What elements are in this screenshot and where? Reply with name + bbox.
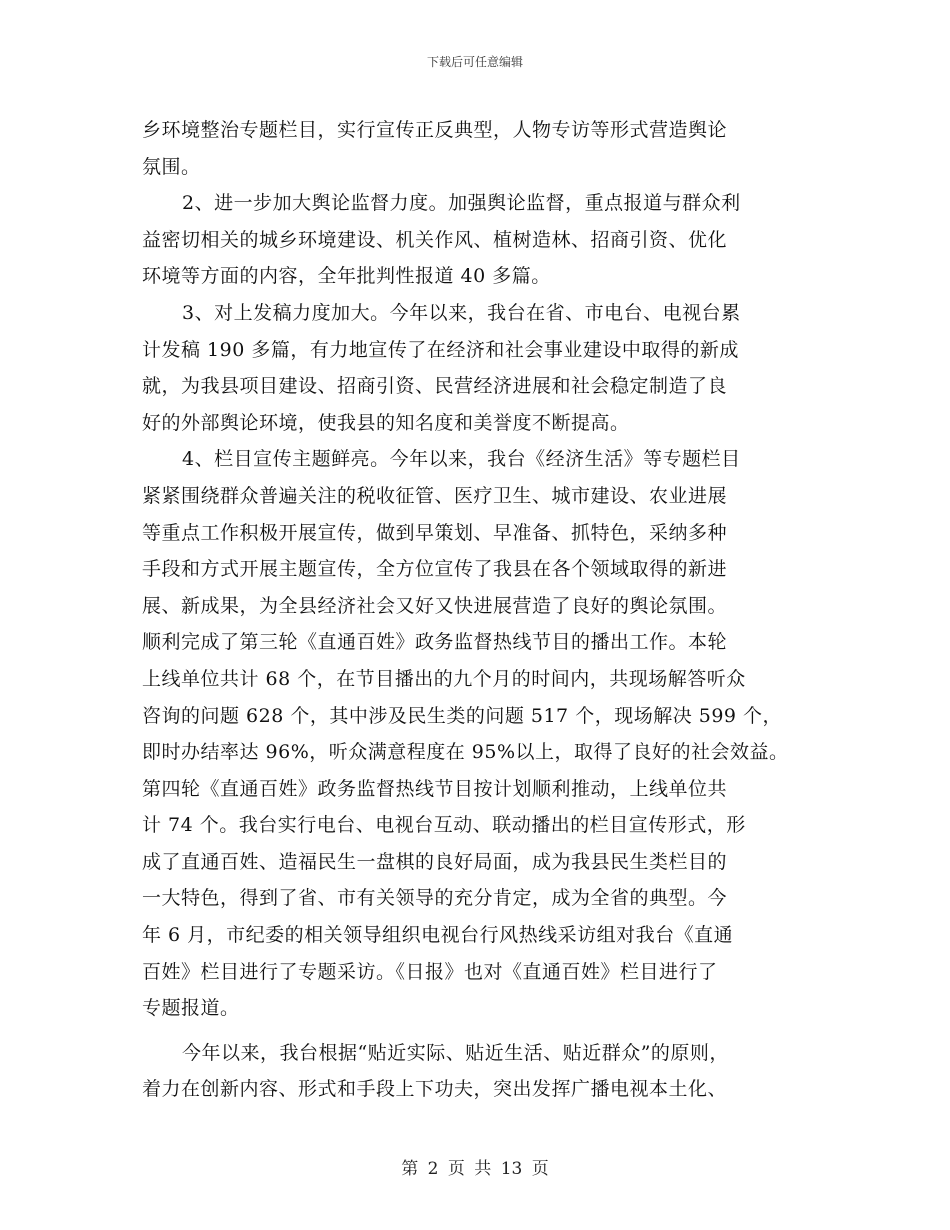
text-line: 紧紧围绕群众普遍关注的税收征管、医疗卫生、城市建设、农业进展 (142, 484, 728, 507)
text-line: 等重点工作积极开展宣传，做到早策划、早准备、抓特色，采纳多种 (142, 521, 728, 544)
text-line: 4、栏目宣传主题鲜亮。今年以来，我台《经济生活》等专题栏目 (182, 448, 741, 471)
text-line: 环境等方面的内容，全年批判性报道 40 多篇。 (142, 265, 551, 288)
text-line: 就，为我县项目建设、招商引资、民营经济进展和社会稳定制造了良 (142, 375, 728, 398)
text-line: 上线单位共计 68 个，在节目播出的九个月的时间内，共现场解答听众 (142, 667, 746, 690)
text-line: 百姓》栏目进行了专题采访。《日报》也对《直通百姓》栏目进行了 (142, 960, 718, 983)
page-header-note: 下载后可任意编辑 (426, 55, 523, 69)
text-line: 着力在创新内容、形式和手段上下功夫，突出发挥广播电视本土化、 (142, 1078, 728, 1101)
page-number-footer: 第 2 页 共 13 页 (401, 1159, 549, 1179)
text-line: 顺利完成了第三轮《直通百姓》政务监督热线节目的播出工作。本轮 (142, 631, 728, 654)
text-line: 好的外部舆论环境，使我县的知名度和美誉度不断提高。 (142, 411, 630, 434)
text-line: 专题报道。 (142, 997, 240, 1020)
text-line: 手段和方式开展主题宣传，全方位宣传了我县在各个领域取得的新进 (142, 558, 728, 581)
text-line: 年 6 月，市纪委的相关领导组织电视台行风热线采访组对我台《直通 (142, 924, 734, 947)
text-line: 咨询的问题 628 个，其中涉及民生类的问题 517 个，现场解决 599 个， (142, 704, 783, 727)
text-line: 一大特色，得到了省、市有关领导的充分肯定，成为全省的典型。今 (142, 887, 728, 910)
text-line: 氛围。 (142, 155, 201, 178)
text-line: 今年以来，我台根据“贴近实际、贴近生活、贴近群众”的原则， (182, 1041, 729, 1064)
text-line: 益密切相关的城乡环境建设、机关作风、植树造林、招商引资、优化 (142, 228, 728, 251)
text-line: 第四轮《直通百姓》政务监督热线节目按计划顺利推动，上线单位共 (142, 777, 728, 800)
text-line: 展、新成果，为全县经济社会又好又快进展营造了良好的舆论氛围。 (142, 594, 728, 617)
document-body (142, 112, 822, 1108)
text-line: 2、进一步加大舆论监督力度。加强舆论监督，重点报道与群众利 (182, 192, 741, 215)
text-line: 即时办结率达 96%，听众满意程度在 95%以上，取得了良好的社会效益。 (142, 741, 789, 764)
text-line: 成了直通百姓、造福民生一盘棋的良好局面，成为我县民生类栏目的 (142, 850, 728, 873)
text-line: 计 74 个。我台实行电台、电视台互动、联动播出的栏目宣传形式，形 (142, 814, 746, 837)
text-line: 乡环境整治专题栏目，实行宣传正反典型，人物专访等形式营造舆论 (142, 119, 728, 141)
text-line: 3、对上发稿力度加大。今年以来，我台在省、市电台、电视台累 (182, 301, 741, 324)
text-line: 计发稿 190 多篇，有力地宣传了在经济和社会事业建设中取得的新成 (142, 338, 739, 361)
